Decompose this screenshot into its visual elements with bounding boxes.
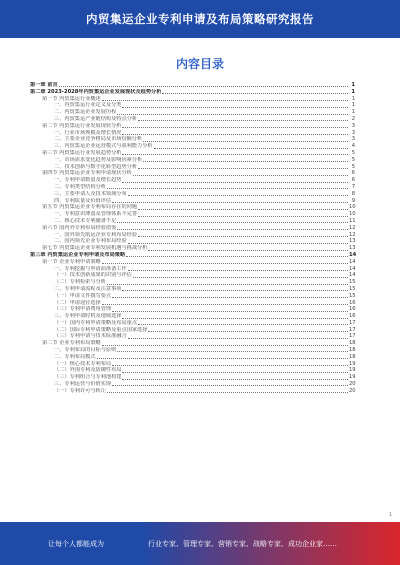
toc-entry-page: 20 bbox=[349, 381, 356, 388]
toc-entry-label: 三、专利运营与价值实现 bbox=[54, 381, 112, 388]
toc-entry[interactable] bbox=[30, 82, 355, 89]
toc-entry-label: 一、行业市场规模及增长情况 bbox=[54, 129, 122, 136]
toc-leader-dots bbox=[112, 365, 348, 366]
toc-leader-dots bbox=[122, 318, 348, 319]
page-number: 1 bbox=[388, 512, 392, 518]
toc-entry-label: 三、专利申请时机及地域选择 bbox=[54, 313, 122, 320]
toc-entry[interactable] bbox=[30, 367, 355, 374]
toc-entry-page: 1 bbox=[351, 95, 355, 102]
toc-leader-dots bbox=[112, 297, 348, 298]
toc-entry-page: 20 bbox=[349, 387, 356, 394]
toc-entry-page: 18 bbox=[349, 353, 356, 360]
toc-leader-dots bbox=[154, 148, 348, 149]
toc-entry[interactable] bbox=[30, 361, 355, 368]
toc-entry-label: 第二节 内贸集运行业发展现状分析 bbox=[42, 122, 122, 129]
toc-leader-dots bbox=[122, 372, 348, 373]
toc-entry-page: 17 bbox=[349, 333, 356, 340]
toc-entry-page: 11 bbox=[349, 217, 356, 224]
toc-entry-page: 14 bbox=[349, 272, 356, 279]
toc-entry[interactable] bbox=[30, 354, 355, 361]
toc-entry-label: （一）国内专利申请策略及布局重点 bbox=[54, 319, 138, 326]
toc-entry-label: （一）技术创新成果的识别与评估 bbox=[54, 272, 132, 279]
toc-entry-page: 13 bbox=[349, 245, 356, 252]
toc-leader-dots bbox=[107, 284, 348, 285]
toc-entry[interactable] bbox=[30, 191, 355, 198]
toc-entry-label: 二、内贸集运企业发展历程 bbox=[54, 109, 117, 116]
toc-entry[interactable] bbox=[30, 388, 355, 395]
toc-leader-dots bbox=[138, 168, 348, 169]
toc-entry[interactable] bbox=[30, 259, 355, 266]
toc-entry[interactable] bbox=[30, 164, 355, 171]
toc-entry-label: （二）专利检索与分析 bbox=[54, 279, 106, 286]
toc-leader-dots bbox=[133, 277, 348, 278]
toc-entry[interactable] bbox=[30, 286, 355, 293]
toc-leader-dots bbox=[122, 127, 348, 128]
toc-leader-dots bbox=[102, 345, 348, 346]
toc-entry-label: 第六节 国内外专利布局经验借鉴 bbox=[42, 224, 117, 231]
toc-entry[interactable] bbox=[30, 123, 355, 130]
toc-leader-dots bbox=[133, 175, 348, 176]
toc-leader-dots bbox=[112, 385, 348, 386]
toc-entry-page: 4 bbox=[351, 143, 355, 150]
toc-leader-dots bbox=[122, 134, 348, 135]
toc-entry[interactable] bbox=[30, 340, 355, 347]
toc-entry-page: 14 bbox=[349, 265, 356, 272]
toc-leader-dots bbox=[102, 263, 348, 264]
toc-leader-dots bbox=[97, 358, 348, 359]
toc-entry-page: 5 bbox=[351, 163, 355, 170]
toc-entry-page: 12 bbox=[349, 231, 356, 238]
toc-entry-label: （二）申请途径选择 bbox=[54, 299, 101, 306]
toc-entry-page: 17 bbox=[349, 326, 356, 333]
toc-entry[interactable] bbox=[30, 252, 355, 259]
toc-leader-dots bbox=[107, 392, 348, 393]
toc-entry[interactable] bbox=[30, 293, 355, 300]
footer-slogan: 让每个人都能成为 bbox=[48, 539, 104, 548]
toc-entry[interactable] bbox=[30, 333, 355, 340]
toc-entry-label: （一）核心技术专利布局 bbox=[54, 360, 112, 367]
toc-leader-dots bbox=[117, 351, 348, 352]
toc-entry[interactable] bbox=[30, 300, 355, 307]
toc-entry-label: 第一节 企业专利申请策略 bbox=[42, 258, 101, 265]
toc-entry[interactable] bbox=[30, 170, 355, 177]
toc-entry-label: 第一章 前言 bbox=[30, 82, 58, 88]
toc-entry-page: 18 bbox=[349, 347, 356, 354]
report-title: 内贸集运企业专利申请及布局策略研究报告 bbox=[86, 12, 314, 26]
toc-entry-label: 一、专利布局的目标与原则 bbox=[54, 347, 117, 354]
toc-entry-label: 二、技术创新与数字化转型趋势分析 bbox=[54, 163, 138, 170]
toc-entry-page: 16 bbox=[349, 299, 356, 306]
toc-leader-dots bbox=[148, 250, 348, 251]
toc-entry-page: 14 bbox=[349, 251, 357, 258]
toc-entry[interactable] bbox=[30, 374, 355, 381]
toc-leader-dots bbox=[102, 100, 348, 101]
toc-leader-dots bbox=[59, 86, 348, 87]
toc-entry-page: 2 bbox=[351, 115, 355, 122]
toc-entry-label: 一、专利申请数量及增长趋势 bbox=[54, 177, 122, 184]
toc-entry-label: 第四节 内贸集运企业专利申请现状分析 bbox=[42, 170, 132, 177]
toc-entry[interactable] bbox=[30, 150, 355, 157]
toc-entry-label: 一、内贸集运行业定义及分类 bbox=[54, 102, 122, 109]
toc-entry-page: 7 bbox=[351, 183, 355, 190]
toc-entry[interactable] bbox=[30, 157, 355, 164]
toc-entry[interactable] bbox=[30, 204, 355, 211]
toc-entry[interactable] bbox=[30, 177, 355, 184]
toc-leader-dots bbox=[122, 290, 348, 291]
toc-entry-label: 一、市场需求变化趋势及影响因素分析 bbox=[54, 156, 143, 163]
toc-entry[interactable] bbox=[30, 136, 355, 143]
table-of-contents bbox=[30, 82, 355, 395]
toc-entry-page: 10 bbox=[349, 204, 356, 211]
toc-entry-page: 8 bbox=[351, 190, 355, 197]
toc-entry[interactable] bbox=[30, 184, 355, 191]
toc-leader-dots bbox=[128, 195, 348, 196]
toc-entry[interactable] bbox=[30, 109, 355, 116]
toc-leader-dots bbox=[117, 114, 348, 115]
toc-leader-dots bbox=[162, 93, 348, 94]
toc-entry-label: 二、核心技术专利储备不足 bbox=[54, 217, 117, 224]
toc-entry-label: 一、专利挖掘与申请前准备工作 bbox=[54, 265, 127, 272]
toc-entry[interactable] bbox=[30, 130, 355, 137]
toc-leader-dots bbox=[138, 120, 348, 121]
toc-entry-page: 3 bbox=[351, 122, 355, 129]
toc-entry-page: 12 bbox=[349, 224, 356, 231]
toc-entry[interactable] bbox=[30, 381, 355, 388]
toc-leader-dots bbox=[128, 338, 348, 339]
toc-leader-dots bbox=[112, 311, 348, 312]
toc-entry[interactable] bbox=[30, 238, 355, 245]
toc-entry-page: 13 bbox=[349, 238, 356, 245]
toc-entry-label: 第一节 内贸集运行业概述 bbox=[42, 95, 101, 102]
toc-leader-dots bbox=[122, 154, 348, 155]
toc-entry-page: 10 bbox=[349, 211, 356, 218]
toc-entry-page: 18 bbox=[349, 340, 356, 347]
toc-entry-label: 二、专利申请流程及注意事项 bbox=[54, 285, 122, 292]
toc-entry-page: 16 bbox=[349, 306, 356, 313]
toc-entry[interactable] bbox=[30, 143, 355, 150]
toc-entry-page: 6 bbox=[351, 177, 355, 184]
toc-entry-label: 二、专利类型结构分析 bbox=[54, 183, 106, 190]
toc-leader-dots bbox=[126, 256, 348, 257]
toc-entry-page: 15 bbox=[349, 279, 356, 286]
toc-entry[interactable] bbox=[30, 306, 355, 313]
toc-entry-page: 1 bbox=[351, 102, 355, 109]
toc-leader-dots bbox=[117, 222, 348, 223]
toc-entry-page: 1 bbox=[351, 109, 355, 116]
toc-leader-dots bbox=[122, 379, 348, 380]
toc-entry-label: （一）专利许可与转让 bbox=[54, 387, 106, 394]
toc-entry-page: 15 bbox=[349, 292, 356, 299]
toc-entry-page: 5 bbox=[351, 156, 355, 163]
toc-leader-dots bbox=[102, 304, 348, 305]
toc-entry-page: 3 bbox=[351, 136, 355, 143]
toc-entry-label: （二）外围专利及防御性布局 bbox=[54, 367, 122, 374]
toc-entry-label: 第二节 企业专利布局策略 bbox=[42, 340, 101, 347]
toc-leader-dots bbox=[138, 236, 348, 237]
toc-entry-label: （三）专利组合与专利池构建 bbox=[54, 374, 122, 381]
report-header bbox=[0, 0, 400, 38]
toc-entry[interactable] bbox=[30, 225, 355, 232]
toc-entry[interactable] bbox=[30, 327, 355, 334]
toc-entry[interactable] bbox=[30, 102, 355, 109]
toc-entry-page: 3 bbox=[351, 129, 355, 136]
toc-entry-page: 9 bbox=[351, 197, 355, 204]
toc-entry-page: 1 bbox=[351, 82, 355, 88]
toc-leader-dots bbox=[122, 182, 348, 183]
toc-entry-page: 1 bbox=[351, 88, 355, 95]
toc-entry-page: 14 bbox=[349, 258, 356, 265]
toc-entry-label: （一）申请文件撰写要点 bbox=[54, 292, 112, 299]
toc-entry-label: （三）专利申请费用管理 bbox=[54, 306, 112, 313]
toc-entry-label: 三、内贸集运产业链结构及特点分析 bbox=[54, 115, 138, 122]
toc-entry-label: 第五节 内贸集运企业专利布局存在的问题 bbox=[42, 204, 138, 211]
toc-entry[interactable] bbox=[30, 245, 355, 252]
toc-entry-label: 三、主要申请人及技术领域分布 bbox=[54, 190, 127, 197]
toc-leader-dots bbox=[143, 141, 348, 142]
toc-entry[interactable] bbox=[30, 211, 355, 218]
toc-entry-page: 19 bbox=[349, 374, 356, 381]
toc-entry-label: 二、国内领先企业专利布局经验 bbox=[54, 238, 127, 245]
toc-leader-dots bbox=[117, 229, 348, 230]
toc-entry[interactable] bbox=[30, 266, 355, 273]
toc-entry[interactable] bbox=[30, 198, 355, 205]
toc-entry-page: 15 bbox=[349, 285, 356, 292]
toc-leader-dots bbox=[112, 202, 348, 203]
toc-entry-label: 二、主要企业竞争格局及市场份额分析 bbox=[54, 136, 143, 143]
toc-leader-dots bbox=[143, 161, 348, 162]
toc-entry-label: （三）专利申请与技术标准融合 bbox=[54, 333, 127, 340]
toc-leader-dots bbox=[138, 209, 348, 210]
toc-entry[interactable] bbox=[30, 347, 355, 354]
toc-entry-page: 19 bbox=[349, 360, 356, 367]
toc-leader-dots bbox=[107, 188, 348, 189]
toc-leader-dots bbox=[122, 107, 348, 108]
toc-entry[interactable] bbox=[30, 96, 355, 103]
toc-entry-label: 第三节 内贸集运行业发展趋势分析 bbox=[42, 149, 122, 156]
toc-title: 内容目录 bbox=[175, 57, 224, 71]
toc-entry[interactable] bbox=[30, 279, 355, 286]
toc-leader-dots bbox=[148, 331, 348, 332]
toc-entry-page: 17 bbox=[349, 319, 356, 326]
toc-entry[interactable] bbox=[30, 116, 355, 123]
footer-tagline: 行业专家、管理专家、营销专家、战略专家、成功企业家…… bbox=[148, 539, 337, 548]
toc-leader-dots bbox=[138, 216, 348, 217]
toc-entry[interactable] bbox=[30, 313, 355, 320]
toc-leader-dots bbox=[128, 270, 348, 271]
toc-entry-label: 三、内贸集运企业运营模式与盈利能力分析 bbox=[54, 143, 153, 150]
toc-entry[interactable] bbox=[30, 272, 355, 279]
toc-entry-label: 一、专利意识薄弱及管理体系不完善 bbox=[54, 211, 138, 218]
toc-entry-label: 二、专利布局模式 bbox=[54, 353, 96, 360]
toc-entry-label: 四、专利质量及价值评估 bbox=[54, 197, 112, 204]
toc-entry-label: 一、国外领先航运企业专利布局经验 bbox=[54, 231, 138, 238]
toc-entry-label: 第三章 内贸集运企业专利申请及布局策略 bbox=[30, 251, 126, 258]
toc-entry-label: （二）国际专利申请策略及重点国家选择 bbox=[54, 326, 148, 333]
toc-leader-dots bbox=[128, 243, 348, 244]
footer-banner bbox=[0, 522, 400, 565]
toc-entry[interactable] bbox=[30, 89, 355, 96]
toc-entry-label: 第七节 内贸集运企业专利发展机遇与挑战分析 bbox=[42, 245, 148, 252]
toc-entry-page: 6 bbox=[351, 170, 355, 177]
toc-entry-page: 16 bbox=[349, 313, 356, 320]
toc-leader-dots bbox=[138, 324, 348, 325]
toc-entry[interactable] bbox=[30, 218, 355, 225]
toc-entry-label: 第二章 2023-2028年内贸集运企业发展现状及趋势分析 bbox=[30, 88, 162, 95]
toc-entry-page: 5 bbox=[351, 149, 355, 156]
toc-entry[interactable] bbox=[30, 232, 355, 239]
toc-entry-page: 19 bbox=[349, 367, 356, 374]
toc-entry[interactable] bbox=[30, 320, 355, 327]
